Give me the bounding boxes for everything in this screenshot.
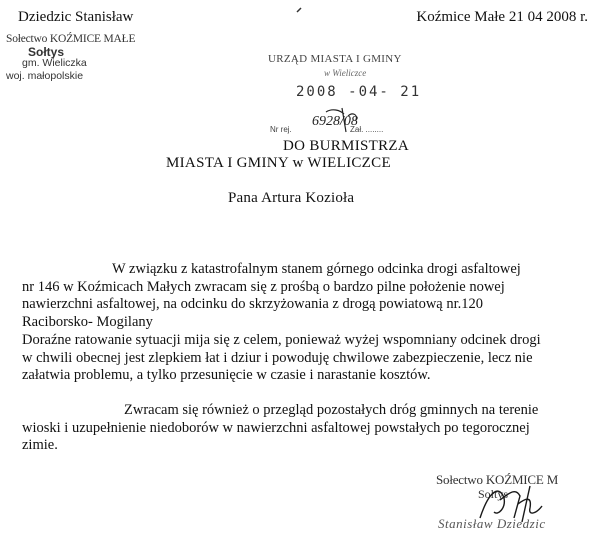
body-line: nr 146 w Koźmicach Małych zwracam się z prośbą o bardzo pilne położenie nowej [22,278,505,295]
body-line: Zwracam się również o przegląd pozostałych dróg gminnych na terenie [124,402,539,418]
signature-stamp-line2: Sołtys [478,487,509,501]
handwritten-signature [470,478,560,528]
body-line: Doraźne ratowanie sytuacji mija się z celem, ponieważ wyżej wspomniany odcinek drogi [22,331,541,348]
registry-stamp-city: w Wieliczce [324,68,367,78]
addressee-line3: Pana Artura Kozioła [228,190,355,206]
registry-stamp-zal-label: Zał. ........ [350,125,384,134]
body-line: w chwili obecnej jest zlepkiem łat i dziur i powoduję chwilowe zabezpieczenie, lecz nie [22,349,533,366]
body-paragraph-2 [22,402,538,455]
sender-stamp-line1: Sołectwo KOŹMICE MAŁE [6,33,136,45]
body-line: W związku z katastrofalnym stanem górnego odcinka drogi asfaltowej [112,261,521,277]
registry-signature-scribble [322,106,362,134]
body-paragraph-1 [22,261,541,385]
registry-stamp-nr-value: 6928/08 [312,114,358,129]
sender-name: Dziedzic Stanisław [18,9,134,25]
sender-stamp-line3: gm. Wieliczka [22,57,87,69]
registry-stamp-office: URZĄD MIASTA I GMINY [268,53,402,65]
registry-stamp-date: 2008 -04- 21 [296,84,422,100]
signature-stamp-line1: Sołectwo KOŹMICE M [436,472,559,487]
scan-mark [296,7,302,13]
sender-stamp-line4: woj. małopolskie [6,70,84,82]
body-line: załatwia problemu, a tylko przesunięcie w czasie i narastanie kosztów. [22,367,431,384]
body-line: Raciborsko- Mogilany [22,314,153,331]
letter-date: Koźmice Małe 21 04 2008 r. [416,9,588,25]
addressee-line1: DO BURMISTRZA [283,138,409,154]
addressee-line2: MIASTA I GMINY w WIELICZCE [166,155,391,171]
signature-stamp-line3: Stanisław Dziedzic [438,516,546,531]
body-line: zimie. [22,437,58,454]
sender-stamp-line2: Sołtys [28,45,65,59]
body-line: wioski i uzupełnienie niedoborów w nawierzchni asfaltowej powstałych po tegorocznej [22,419,530,436]
registry-stamp-nr-label: Nr rej. [270,125,292,134]
body-line: nawierzchni asfaltowej, na odcinku do skrzyżowania z drogą powiatową nr.120 [22,296,484,313]
